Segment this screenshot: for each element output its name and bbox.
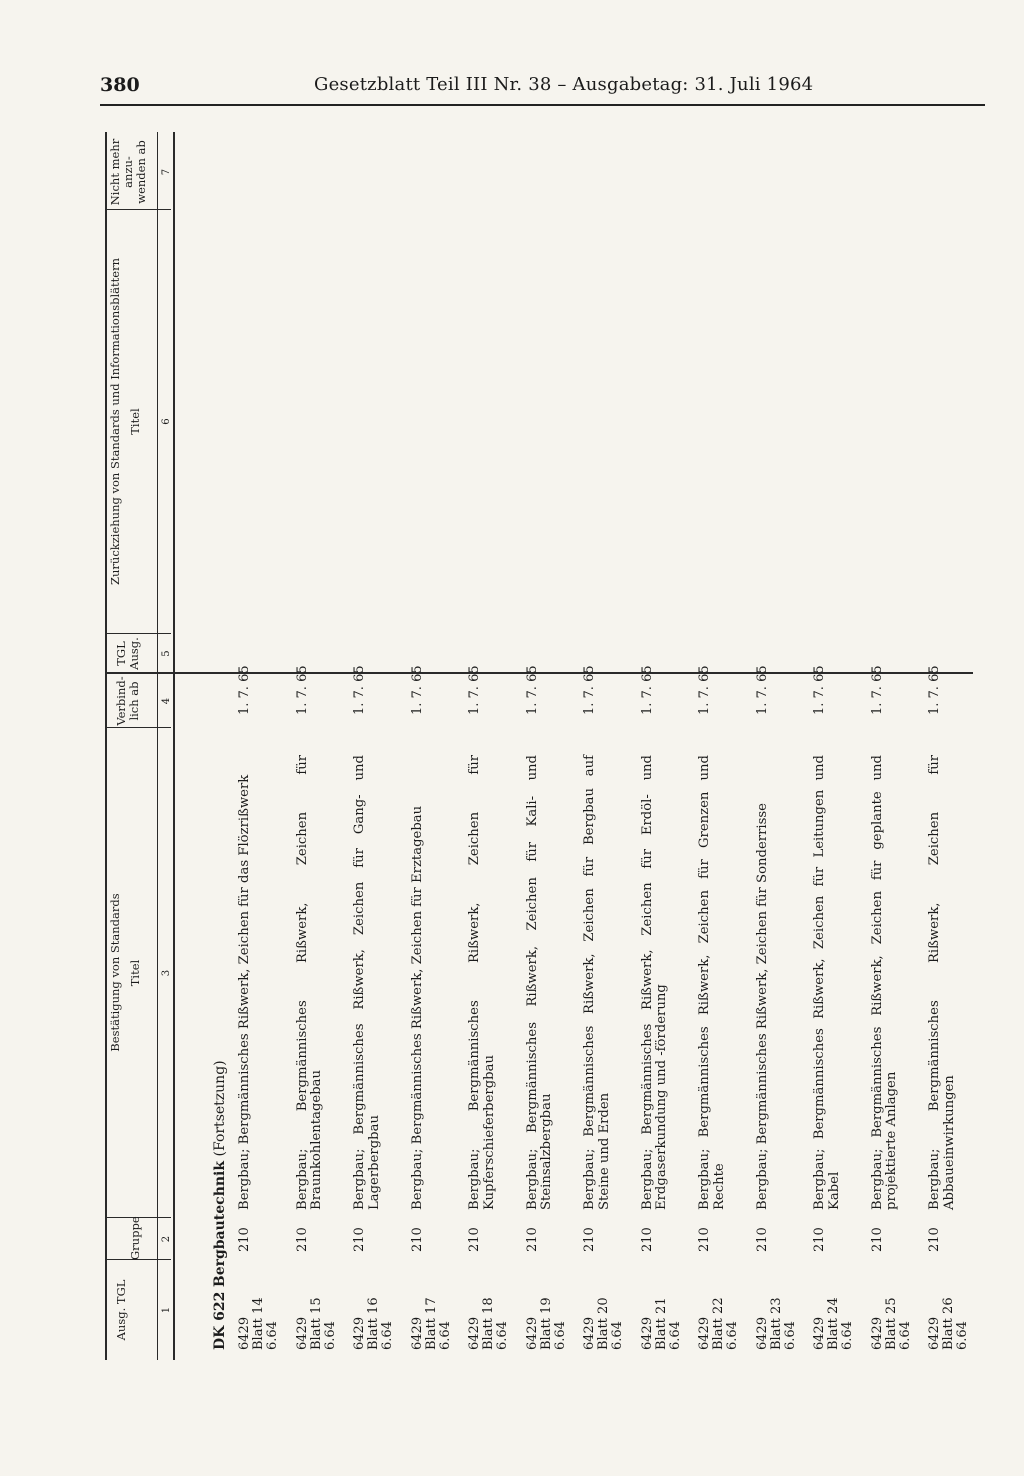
section-prefix: DK 622 xyxy=(212,1291,228,1350)
titel-cell: Bergbau; Bergmännisches Rißwerk, Zeichen für Leitungen und Kabel xyxy=(812,755,842,1210)
gruppe-cell: 210 xyxy=(467,1227,482,1252)
gruppe-cell: 210 xyxy=(294,1227,310,1252)
page-header xyxy=(100,74,985,108)
verbindlich-cell: 1. 7. 65 xyxy=(754,665,770,715)
gruppe-cell: 210 xyxy=(409,1227,425,1252)
table-row xyxy=(583,132,640,1360)
tgl-cell: 6429 Blatt 23 6.64 xyxy=(754,1297,798,1350)
verbindlich-cell: 1. 7. 65 xyxy=(639,665,655,715)
gruppe-cell: 210 xyxy=(639,1227,655,1252)
verbindlich-cell: 1. 7. 65 xyxy=(927,665,942,715)
col-header-nicht-mehr: Nicht mehr anzu-wenden ab xyxy=(108,138,148,206)
col-number-5: 5 xyxy=(161,650,172,657)
tgl-cell: 6429 Blatt 18 6.64 xyxy=(467,1297,510,1350)
verbindlich-cell: 1. 7. 65 xyxy=(869,665,885,715)
titel-cell: Bergbau; Bergmännisches Rißwerk, Zeichen für geplante und projektierte Anlagen xyxy=(869,755,899,1210)
col-number-4: 4 xyxy=(161,697,172,705)
table-row xyxy=(813,132,870,1360)
table-row xyxy=(238,132,295,1360)
tgl-cell: 6429 Blatt 24 6.64 xyxy=(812,1297,855,1350)
table-row xyxy=(411,132,468,1360)
col-header-titel: Titel xyxy=(128,959,142,987)
header-rule xyxy=(100,104,985,106)
table-row xyxy=(296,132,353,1360)
gruppe-cell: 210 xyxy=(352,1227,367,1252)
col-header-ausg-tgl: Ausg. TGL xyxy=(114,1279,128,1341)
gruppe-cell: 210 xyxy=(582,1227,597,1252)
col-number-2: 2 xyxy=(161,1235,172,1243)
verbindlich-cell: 1. 7. 65 xyxy=(582,665,597,715)
tgl-cell: 6429 Blatt 15 6.64 xyxy=(294,1297,338,1350)
col-number-3: 3 xyxy=(161,969,172,977)
col-header-gruppe: Gruppe xyxy=(128,1216,142,1260)
group-heading-confirmation: Bestätigung von Standards xyxy=(108,893,122,1052)
verbindlich-cell: 1. 7. 65 xyxy=(524,665,540,715)
gruppe-cell: 210 xyxy=(237,1227,252,1252)
tgl-cell: 6429 Blatt 21 6.64 xyxy=(639,1297,683,1350)
gazette-title: Gesetzblatt Teil III Nr. 38 – Ausgabetag: 31. Juli 1964 xyxy=(314,74,814,95)
tgl-cell: 6429 Blatt 16 6.64 xyxy=(352,1297,395,1350)
verbindlich-cell: 1. 7. 65 xyxy=(697,665,712,715)
tgl-cell: 6429 Blatt 14 6.64 xyxy=(237,1297,280,1350)
verbindlich-cell: 1. 7. 65 xyxy=(467,665,482,715)
titel-cell: Bergbau; Bergmännisches Rißwerk, Zeichen für Erztagebau xyxy=(409,805,425,1210)
table-row xyxy=(641,132,698,1360)
tgl-cell: 6429 Blatt 26 6.64 xyxy=(927,1297,970,1350)
titel-cell: Bergbau; Bergmännisches Rißwerk, Zeichen für Bergbau auf Steine und Erden xyxy=(582,755,612,1210)
verbindlich-cell: 1. 7. 65 xyxy=(237,665,252,715)
titel-cell: Bergbau; Bergmännisches Rißwerk, Zeichen für Erdöl- und Erdgaserkundung und -förderung xyxy=(639,755,669,1210)
tgl-cell: 6429 Blatt 19 6.64 xyxy=(524,1297,568,1350)
titel-cell: Bergbau; Bergmännisches Rißwerk, Zeichen für Grenzen und Rechte xyxy=(697,755,727,1210)
gruppe-cell: 210 xyxy=(754,1227,770,1252)
page-number: 380 xyxy=(100,74,140,96)
gruppe-cell: 210 xyxy=(927,1227,942,1252)
standards-table xyxy=(105,132,975,1360)
section-heading xyxy=(213,1060,228,1350)
col-header-titel-withdrawal: Titel xyxy=(128,408,142,435)
table-row xyxy=(353,132,410,1360)
table-row xyxy=(928,132,985,1360)
column-number-separator xyxy=(157,132,158,1360)
group-heading-withdrawal: Zurückziehung von Standards und Informationsblättern xyxy=(108,258,122,585)
col-number-7: 7 xyxy=(161,168,172,176)
table-row xyxy=(526,132,583,1360)
col-number-6: 6 xyxy=(161,418,172,425)
col-header-tgl-ausg: TGL Ausg. xyxy=(114,637,141,670)
tgl-cell: 6429 Blatt 17 6.64 xyxy=(409,1297,453,1350)
titel-cell: Bergbau; Bergmännisches Rißwerk, Zeichen für Kupferschieferbergbau xyxy=(467,755,497,1210)
verbindlich-cell: 1. 7. 65 xyxy=(409,665,425,715)
section-suffix: (Fortsetzung) xyxy=(212,1060,228,1157)
table-row xyxy=(756,132,813,1360)
titel-cell: Bergbau; Bergmännisches Rißwerk, Zeichen für Braunkohlentagebau xyxy=(294,755,324,1210)
titel-cell: Bergbau; Bergmännisches Rißwerk, Zeichen für das Flözrißwerk xyxy=(237,774,252,1210)
titel-cell: Bergbau; Bergmännisches Rißwerk, Zeichen für Gang- und Lagerbergbau xyxy=(352,755,382,1210)
verbindlich-cell: 1. 7. 65 xyxy=(812,665,827,715)
gruppe-cell: 210 xyxy=(812,1227,827,1252)
table-row xyxy=(468,132,525,1360)
titel-cell: Bergbau; Bergmännisches Rißwerk, Zeichen für Kali- und Steinsalzbergbau xyxy=(524,755,554,1210)
table-row xyxy=(871,132,928,1360)
tgl-cell: 6429 Blatt 25 6.64 xyxy=(869,1297,913,1350)
titel-cell: Bergbau; Bergmännisches Rißwerk, Zeichen für Sonderrisse xyxy=(754,803,770,1210)
verbindlich-cell: 1. 7. 65 xyxy=(294,665,310,715)
tgl-cell: 6429 Blatt 20 6.64 xyxy=(582,1297,625,1350)
col-number-1: 1 xyxy=(161,1306,172,1314)
table-top-border xyxy=(105,132,107,1360)
section-name: Bergbautechnik xyxy=(212,1160,228,1288)
verbindlich-cell: 1. 7. 65 xyxy=(352,665,367,715)
gruppe-cell: 210 xyxy=(524,1227,540,1252)
tgl-cell: 6429 Blatt 22 6.64 xyxy=(697,1297,740,1350)
table-row xyxy=(698,132,755,1360)
titel-cell: Bergbau; Bergmännisches Rißwerk, Zeichen für Abbaueinwirkungen xyxy=(927,755,957,1210)
col-header-verbindlich: Verbind-lich ab xyxy=(114,676,141,726)
gruppe-cell: 210 xyxy=(869,1227,885,1252)
gruppe-cell: 210 xyxy=(697,1227,712,1252)
